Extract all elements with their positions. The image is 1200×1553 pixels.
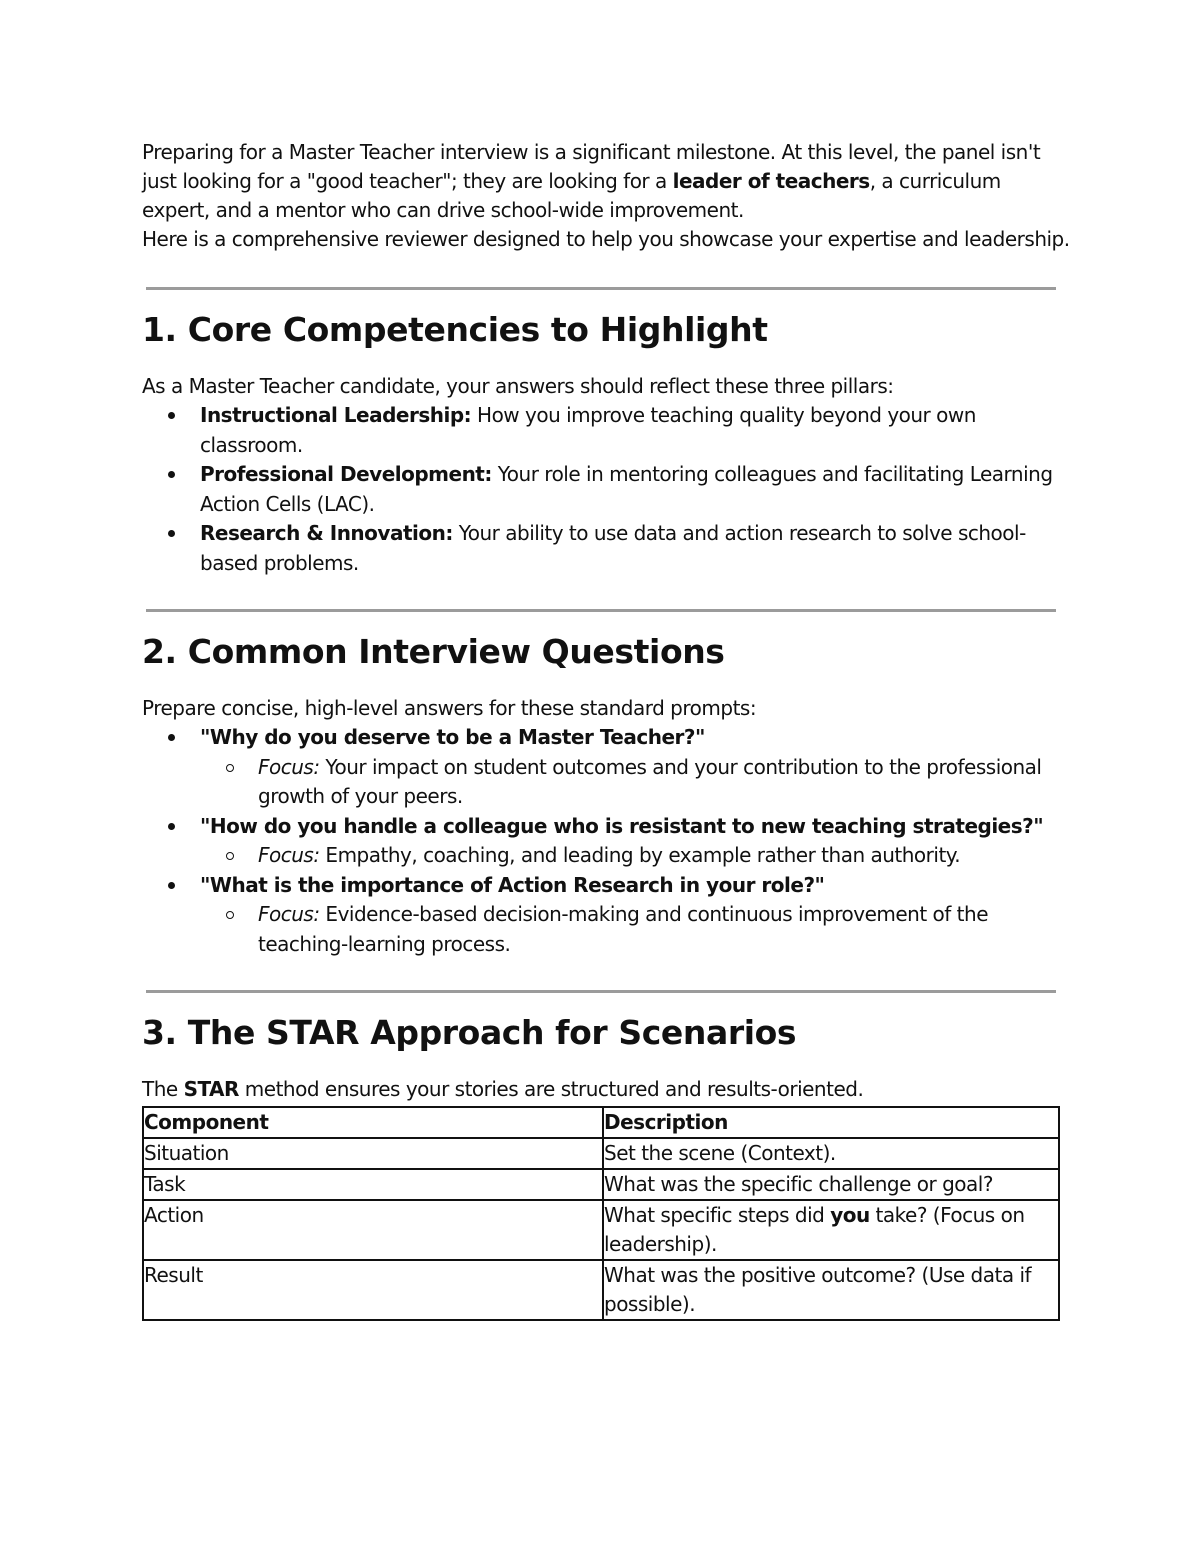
- bullet-icon: [168, 471, 175, 478]
- list-item: [142, 723, 1062, 812]
- question-text: "Why do you deserve to be a Master Teacher?": [200, 725, 705, 749]
- table-cell: Result: [143, 1260, 603, 1320]
- pillar-text: Your role in mentoring colleagues and facilitating Learning Action Cells (LAC).: [200, 462, 1053, 516]
- bullet-icon: [168, 412, 175, 419]
- pillar-title: Professional Development:: [200, 462, 492, 486]
- focus-text: Your impact on student outcomes and your contribution to the professional growth of your peers.: [258, 754, 1042, 808]
- hollow-bullet-icon: [226, 852, 234, 860]
- pillar-text: How you improve teaching quality beyond your own classroom.: [200, 403, 976, 457]
- focus-list: [200, 841, 1062, 871]
- table-row: [143, 1260, 1059, 1320]
- bullet-icon: [168, 734, 175, 741]
- focus-label: Focus:: [258, 902, 320, 926]
- document-page: [142, 138, 1070, 1321]
- lead-text: The: [142, 1077, 184, 1101]
- table-cell: Situation: [143, 1138, 603, 1169]
- pillar-text: Your ability to use data and action research to solve school-based problems.: [200, 521, 1026, 575]
- table-header-row: [143, 1107, 1059, 1138]
- section-1-lead: As a Master Teacher candidate, your answers should reflect these three pillars:: [142, 374, 894, 398]
- cell-text: What was the positive outcome? (Use data if possible).: [604, 1263, 1032, 1316]
- section-3-heading: 3. The STAR Approach for Scenarios: [142, 1013, 797, 1052]
- list-item: [142, 812, 1062, 871]
- table-header-cell: [143, 1107, 603, 1138]
- bullet-icon: [168, 823, 175, 830]
- pillar-title: Research & Innovation:: [200, 521, 453, 545]
- list-item: [142, 401, 1062, 460]
- lead-text-end: method ensures your stories are structured and results-oriented.: [238, 1077, 864, 1101]
- list-item: [200, 753, 1062, 812]
- pillars-list: [142, 401, 1062, 578]
- intro-paragraph-2: Here is a comprehensive reviewer designed to help you showcase your expertise and leadership.: [142, 227, 1070, 251]
- table-row: [143, 1169, 1059, 1200]
- list-item: [142, 519, 1062, 578]
- section-2-lead: Prepare concise, high-level answers for these standard prompts:: [142, 696, 757, 720]
- table-row: [143, 1200, 1059, 1260]
- list-item: [200, 841, 1062, 871]
- focus-list: [200, 900, 1062, 959]
- list-item: [142, 871, 1062, 960]
- bullet-icon: [168, 882, 175, 889]
- intro-text-end: , a curriculum expert, and a mentor who can drive school-wide improvement.: [142, 169, 1001, 222]
- table-cell: Task: [143, 1169, 603, 1200]
- list-item: [200, 900, 1062, 959]
- cell-text-end: take? (Focus on leadership).: [604, 1203, 1025, 1256]
- focus-text: Empathy, coaching, and leading by example rather than authority.: [319, 843, 961, 867]
- table-header-cell: [603, 1107, 1059, 1138]
- focus-text: Evidence-based decision-making and continuous improvement of the teaching-learning process.: [258, 902, 988, 956]
- table-cell: [603, 1138, 1059, 1169]
- table-cell: [603, 1200, 1059, 1260]
- list-item: [142, 460, 1062, 519]
- pillar-title: Instructional Leadership:: [200, 403, 472, 427]
- lead-bold-text: STAR: [183, 1077, 239, 1101]
- table-row: [143, 1138, 1059, 1169]
- header-text: Component: [144, 1110, 269, 1134]
- table-cell: Action: [143, 1200, 603, 1260]
- star-table: [142, 1106, 1060, 1321]
- intro-text: Preparing for a Master Teacher interview is a significant milestone. At this level, the panel isn't just looking for a "good teacher"; they are looking for a: [142, 140, 1041, 193]
- cell-bold-text: you: [830, 1203, 870, 1227]
- focus-label: Focus:: [258, 754, 320, 779]
- section-2-heading: 2. Common Interview Questions: [142, 632, 725, 671]
- question-text: "How do you handle a colleague who is resistant to new teaching strategies?": [200, 813, 1044, 838]
- focus-label: Focus:: [258, 843, 320, 867]
- table-cell: [603, 1169, 1059, 1200]
- section-3-lead: [142, 1075, 1062, 1104]
- questions-list: [142, 723, 1062, 959]
- intro-bold-text: leader of teachers: [672, 169, 870, 193]
- hollow-bullet-icon: [226, 764, 234, 772]
- section-1-heading: 1. Core Competencies to Highlight: [142, 310, 768, 349]
- bullet-icon: [168, 530, 175, 537]
- intro-paragraph: [142, 138, 1072, 225]
- question-text: "What is the importance of Action Research in your role?": [200, 872, 825, 897]
- cell-text: Set the scene (Context).: [604, 1141, 836, 1165]
- hollow-bullet-icon: [226, 911, 234, 919]
- cell-text: What specific steps did: [604, 1203, 831, 1227]
- table-cell: [603, 1260, 1059, 1320]
- cell-text: What was the specific challenge or goal?: [604, 1172, 993, 1196]
- focus-list: [200, 753, 1062, 812]
- header-text: Description: [604, 1110, 728, 1134]
